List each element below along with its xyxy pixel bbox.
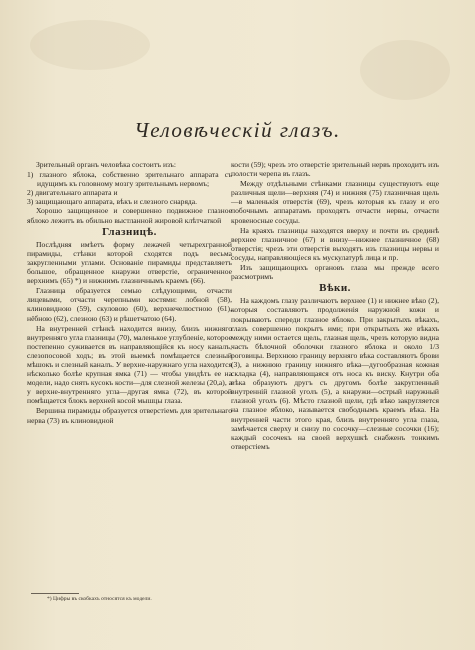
left-column: [27, 160, 232, 426]
footnote: *) Цифры въ скобкахъ относятся къ модели.: [47, 596, 152, 602]
paragraph: На краяхъ глазницы находятся вверху и почти въ срединѣ верхнее глазничное (67) и внизу—нижнее глазничное (68) отверстія; чрезъ эти отверстія выходятъ изъ глазницы нервы и сосуды, направляющіеся къ мускулатурѣ лица и пр.: [231, 225, 439, 262]
paragraph: Изъ защищающихъ органовъ глаза мы прежде всего разсмотримъ: [231, 263, 439, 282]
section-heading-orbit: Глазницѣ.: [102, 225, 157, 238]
footnote-rule: [31, 593, 79, 594]
paper-stain: [30, 20, 150, 70]
list-item: 2) двигательнаго аппарата и: [27, 188, 118, 198]
list-item: 3) защищающаго аппарата, вѣкъ и слезного снаряда.: [27, 197, 198, 207]
paragraph: Глазница образуется семью слѣдующими, отчасти лицевыми, отчасти черепными костями: лобной (58), клиновидною (59), скуловою (60), верхнечелюстною (61), нёбною (62), слезною (63) и рѣшетчатою (64).: [27, 286, 232, 323]
paragraph: Вершина пирамиды образуется отверстіемъ для зрительнаго нерва (73) въ клиновидной: [27, 406, 232, 425]
intro-paragraph: Зрительный органъ человѣка состоитъ изъ:: [36, 160, 176, 169]
paragraph: На внутренней стѣнкѣ находится внизу, близъ нижняго внутренняго угла глазницы (70), маленькое углубленіе, которое постепенно суживается въ направляющійся къ носу каналъ, слезопосовой ходъ; въ этой выемкѣ помѣщается слезный мѣшокъ и слезный каналъ. У верхне-наружнаго угла находится нѣсколько болѣе крупная ямка (71) — чтобы увидѣть ее на модели, надо снять кусокъ кости—для слезной железы (20,а), а у верхне-внутренняго угла—другая ямка (72), въ которой помѣщается блокъ верхней косой мышцы глаза.: [27, 323, 232, 406]
right-column: [231, 160, 439, 452]
paragraph: кости (59); чрезъ это отверстіе зрительный нервъ проходитъ изъ полости черепа въ глазъ.: [231, 160, 439, 179]
list-item: 1) глазного яблока, собственно зрительнаго аппарата съ идущимъ къ головному мозгу зрительнымъ нервомъ;: [27, 170, 232, 189]
paragraph: На каждомъ глазу различаютъ верхнее (1) и нижнее вѣко (2), которыя составляютъ продолженія наружной кожи и покрываютъ спереди глазное яблоко. При закрытыхъ вѣкахъ, глазъ совершенно покрытъ ими; при открытыхъ же вѣкахъ между ними остается щель, глазная щель, чрезъ которую видна часть бѣлочной оболочки глазного яблока и около 1/3 роговицы. Верхнюю границу верхняго вѣка составляютъ брови (3), а нижнюю границу нижняго вѣка—дугообразная кожная складка (4), направляющаяся отъ носа къ виску. Кнутри оба вѣка образуютъ другъ съ другомъ болѣе закругленный внутренній глазной уголъ (5), а кнаружи—острый наружный глазной уголъ (6). Мѣсто глазной щели, гдѣ вѣко закругляется на глазное яблоко, называется свободнымъ краемъ вѣка. На внутренней части этого края, близъ внутренняго угла глаза, замѣчается сверху и снизу по сосочку—слезные сосочки (16); каждый сосочекъ на своей верхушкѣ снабженъ тонкимъ отверстіемъ: [231, 296, 439, 451]
paragraph: Хорошо защищенное и совершенно подвижное глазное яблоко лежитъ въ обильно выстланной жировой клѣтчаткой: [27, 206, 232, 225]
paper-stain: [360, 40, 450, 100]
paragraph: Между отдѣльными стѣнками глазницы существуютъ еще различныя щели—верхняя (74) и нижняя (75) глазничная щель—в маленькія отверстія (69), чрезъ которыя къ глазу и его побочнымъ аппаратамъ проходятъ отчасти нервы, отчасти кровеносные сосуды.: [231, 179, 439, 225]
page-title: Человѣческій глазъ.: [134, 118, 341, 142]
section-heading-eyelids: Вѣки.: [319, 282, 351, 295]
paragraph: Послѣдняя имѣетъ форму лежачей четырехгранной пирамиды, стѣнки которой сходятся подъ весьма закругленными углами. Основаніе пирамиды представляетъ большое, обращенное кнаружи отверстіе, ограниченное верхнимъ (65) *) и нижнимъ глазничнымъ краемъ (66).: [27, 239, 232, 286]
